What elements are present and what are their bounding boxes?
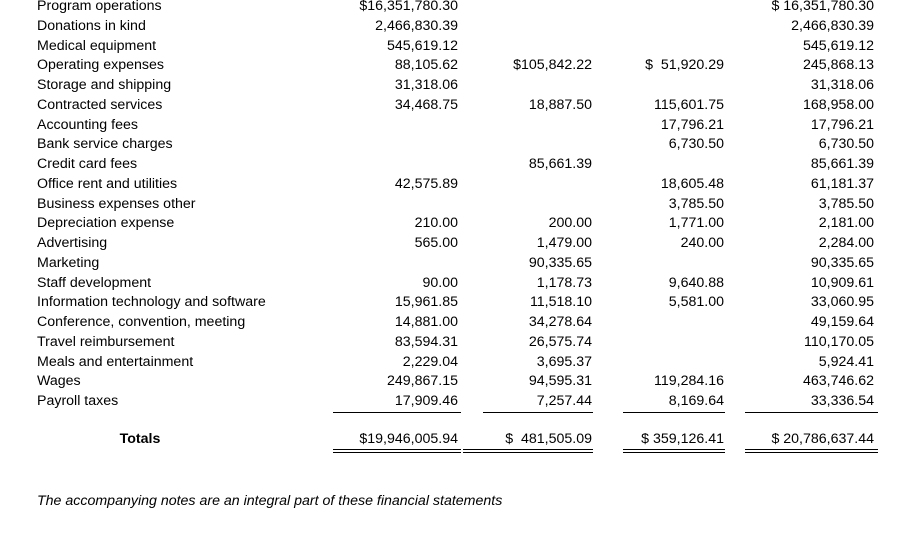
row-value-col3: 6,730.50 bbox=[668, 136, 724, 153]
total-double-rule-col1 bbox=[333, 449, 461, 453]
totals-row bbox=[0, 430, 918, 450]
table-row bbox=[0, 37, 918, 57]
totals-col2: $ 481,505.09 bbox=[505, 431, 592, 447]
row-value-col1: 90.00 bbox=[422, 274, 458, 291]
table-row bbox=[0, 56, 918, 76]
table-row bbox=[0, 155, 918, 175]
row-label: Information technology and software bbox=[37, 294, 266, 311]
row-label: Storage and shipping bbox=[37, 77, 172, 93]
row-label: Payroll taxes bbox=[37, 393, 119, 409]
table-row bbox=[0, 313, 918, 333]
row-value-col1: 15,961.85 bbox=[394, 294, 458, 311]
row-label: Office rent and utilities bbox=[37, 175, 178, 192]
row-value-col4: 85,661.39 bbox=[810, 156, 874, 172]
row-label: Conference, convention, meeting bbox=[37, 314, 246, 330]
table-row bbox=[0, 76, 918, 96]
row-value-col2: 11,518.10 bbox=[529, 294, 592, 311]
row-label: Staff development bbox=[37, 274, 152, 291]
row-value-col3: 9,640.88 bbox=[668, 274, 724, 291]
row-label: Contracted services bbox=[37, 96, 163, 113]
total-double-rule-col3 bbox=[623, 449, 725, 453]
row-value-col2: 1,178.73 bbox=[536, 274, 592, 291]
row-value-col1: 42,575.89 bbox=[394, 175, 458, 192]
row-value-col3: 119,284.16 bbox=[654, 373, 724, 390]
row-value-col1: 2,466,830.39 bbox=[375, 17, 458, 34]
row-label: Credit card fees bbox=[37, 156, 138, 172]
row-value-col1: $16,351,780.30 bbox=[359, 0, 458, 14]
row-value-col3: 240.00 bbox=[680, 235, 724, 251]
row-value-col4: 168,958.00 bbox=[802, 96, 874, 113]
table-row bbox=[0, 353, 918, 373]
row-value-col1: 14,881.00 bbox=[394, 314, 458, 330]
row-value-col2: 200.00 bbox=[548, 215, 592, 232]
totals-label: Totals bbox=[119, 431, 161, 447]
table-row bbox=[0, 0, 918, 17]
row-value-col2: 26,575.74 bbox=[528, 333, 592, 350]
totals-col1: $19,946,005.94 bbox=[359, 431, 458, 447]
row-value-col3: 17,796.21 bbox=[660, 116, 724, 133]
row-value-col2: 18,887.50 bbox=[528, 96, 592, 113]
row-label: Program operations bbox=[37, 0, 162, 14]
row-value-col2: 3,695.37 bbox=[536, 353, 592, 370]
row-value-col2: 94,595.31 bbox=[528, 373, 592, 390]
table-row bbox=[0, 254, 918, 274]
row-value-col4: 61,181.37 bbox=[810, 175, 874, 192]
table-row bbox=[0, 17, 918, 37]
footnote: The accompanying notes are an integral part of these financial statements bbox=[37, 493, 503, 509]
row-value-col3: 3,785.50 bbox=[668, 195, 724, 212]
row-value-col1: 545,619.12 bbox=[386, 37, 458, 54]
row-value-col4: 2,284.00 bbox=[818, 235, 874, 251]
table-row bbox=[0, 116, 918, 136]
table-row bbox=[0, 234, 918, 254]
row-value-col4: 3,785.50 bbox=[818, 195, 874, 212]
table-row bbox=[0, 293, 918, 313]
row-value-col1: 34,468.75 bbox=[394, 96, 458, 113]
row-label: Travel reimbursement bbox=[37, 333, 175, 350]
row-value-col3: 5,581.00 bbox=[668, 294, 724, 311]
row-value-col4: 2,181.00 bbox=[818, 215, 874, 232]
row-value-col1: 2,229.04 bbox=[402, 353, 458, 370]
row-value-col3: 8,169.64 bbox=[668, 393, 724, 409]
row-value-col3: 18,605.48 bbox=[660, 175, 724, 192]
row-value-col1: 210.00 bbox=[414, 215, 458, 232]
table-row bbox=[0, 135, 918, 155]
row-value-col1: 249,867.15 bbox=[386, 373, 458, 390]
row-value-col4: 31,318.06 bbox=[810, 77, 874, 93]
table-row bbox=[0, 214, 918, 234]
row-label: Accounting fees bbox=[37, 116, 138, 133]
row-label: Meals and entertainment bbox=[37, 353, 194, 370]
row-value-col2: 7,257.44 bbox=[536, 393, 592, 409]
row-label: Depreciation expense bbox=[37, 215, 175, 232]
row-label: Advertising bbox=[37, 235, 108, 251]
row-label: Marketing bbox=[37, 254, 100, 271]
row-value-col1: 17,909.46 bbox=[394, 393, 458, 409]
total-double-rule-col4 bbox=[745, 449, 878, 453]
table-row bbox=[0, 392, 918, 412]
row-value-col2: 90,335.65 bbox=[528, 254, 592, 271]
row-label: Operating expenses bbox=[37, 57, 164, 74]
subtotal-rule-col3 bbox=[623, 412, 725, 413]
row-value-col4: 245,868.13 bbox=[802, 57, 874, 74]
table-row bbox=[0, 96, 918, 116]
row-value-col3: $ 51,920.29 bbox=[645, 57, 724, 74]
row-value-col4: 33,336.54 bbox=[810, 393, 874, 409]
row-value-col3: 115,601.75 bbox=[654, 96, 724, 113]
table-row bbox=[0, 195, 918, 215]
totals-col3: $ 359,126.41 bbox=[641, 431, 724, 447]
row-value-col1: 565.00 bbox=[414, 235, 458, 251]
row-value-col4: 6,730.50 bbox=[818, 136, 874, 153]
row-value-col2: 1,479.00 bbox=[536, 235, 592, 251]
table-row bbox=[0, 175, 918, 195]
row-value-col3: 1,771.00 bbox=[668, 215, 724, 232]
totals-col4: $ 20,786,637.44 bbox=[771, 431, 874, 447]
row-value-col1: 88,105.62 bbox=[394, 57, 458, 74]
row-value-col4: 463,746.62 bbox=[802, 373, 874, 390]
row-value-col2: 34,278.64 bbox=[528, 314, 592, 330]
row-label: Wages bbox=[37, 373, 81, 390]
table-row bbox=[0, 274, 918, 294]
row-value-col4: 10,909.61 bbox=[810, 274, 874, 291]
row-value-col4: 545,619.12 bbox=[802, 37, 874, 54]
row-value-col4: 17,796.21 bbox=[810, 116, 874, 133]
row-value-col1: 31,318.06 bbox=[394, 77, 458, 93]
row-label: Donations in kind bbox=[37, 17, 146, 34]
row-value-col4: 5,924.41 bbox=[818, 353, 874, 370]
row-value-col4: $ 16,351,780.30 bbox=[771, 0, 874, 14]
subtotal-rule-col1 bbox=[333, 412, 461, 413]
subtotal-rule-col4 bbox=[745, 412, 878, 413]
table-row bbox=[0, 372, 918, 392]
row-value-col1: 83,594.31 bbox=[394, 333, 458, 350]
row-value-col2: 85,661.39 bbox=[528, 156, 592, 172]
row-value-col4: 33,060.95 bbox=[810, 294, 874, 311]
row-value-col4: 49,159.64 bbox=[810, 314, 874, 330]
row-value-col4: 2,466,830.39 bbox=[791, 17, 874, 34]
row-value-col4: 90,335.65 bbox=[810, 254, 874, 271]
row-value-col4: 110,170.05 bbox=[804, 333, 874, 350]
total-double-rule-col2 bbox=[463, 449, 593, 453]
row-label: Business expenses other bbox=[37, 195, 196, 212]
row-label: Medical equipment bbox=[37, 37, 157, 54]
row-value-col2: $105,842.22 bbox=[513, 57, 592, 74]
subtotal-rule-col2 bbox=[483, 412, 593, 413]
table-row bbox=[0, 333, 918, 353]
row-label: Bank service charges bbox=[37, 136, 173, 153]
